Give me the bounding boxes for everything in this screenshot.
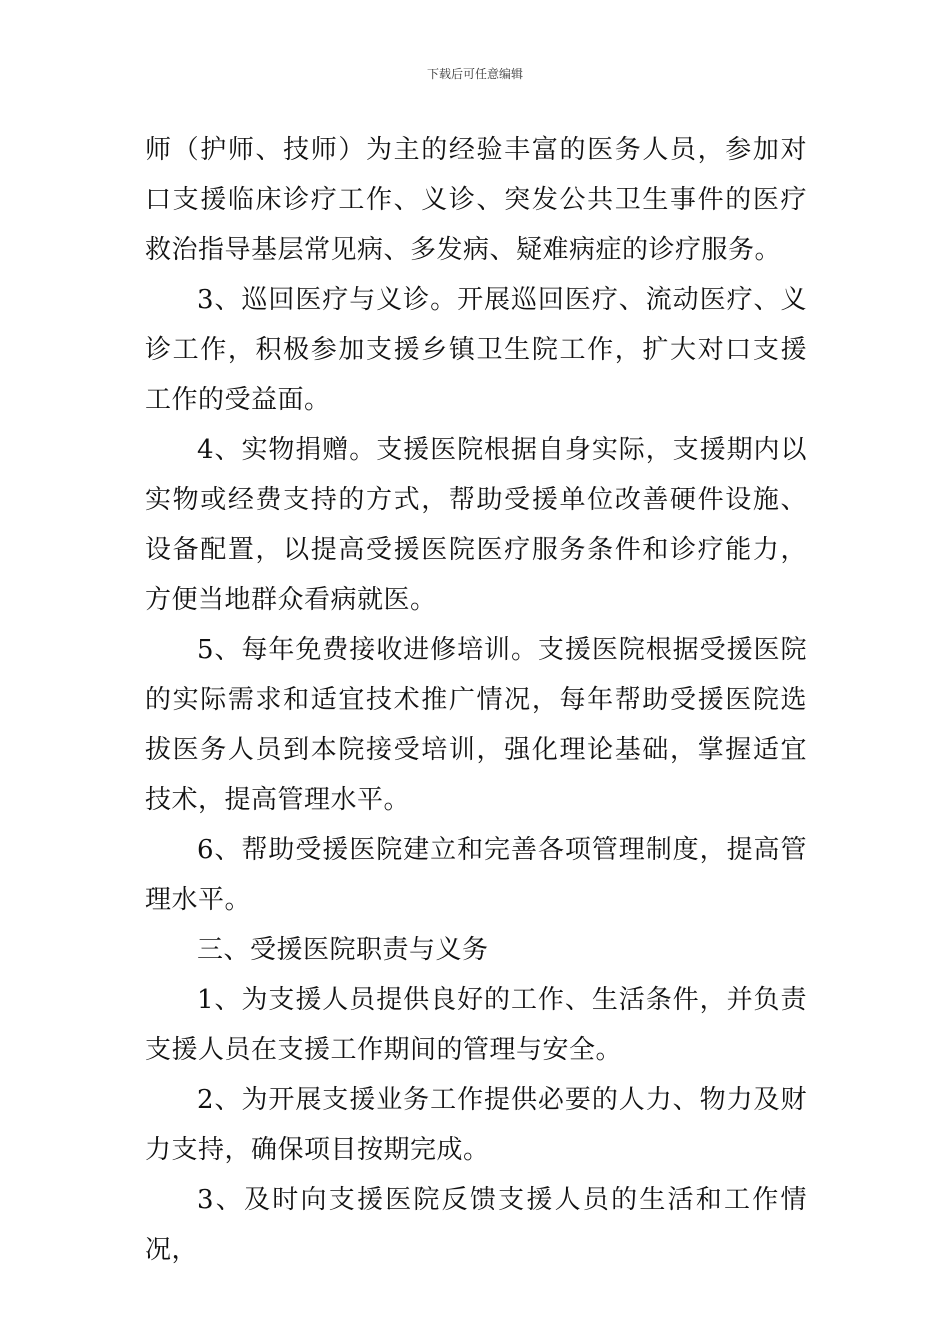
paragraph: 6、帮助受援医院建立和完善各项管理制度，提高管理水平。 [145, 835, 807, 915]
paragraph: 3、巡回医疗与义诊。开展巡回医疗、流动医疗、义诊工作，积极参加支援乡镇卫生院工作，扩大对口支援工作的受益面。 [145, 285, 807, 415]
paragraph: 3、及时向支援医院反馈支援人员的生活和工作情况， [145, 1185, 807, 1265]
paragraph: 1、为支援人员提供良好的工作、生活条件，并负责支援人员在支援工作期间的管理与安全。 [145, 985, 807, 1065]
paragraph: 4、实物捐赠。支援医院根据自身实际，支援期内以实物或经费支持的方式，帮助受援单位改善硬件设施、设备配置，以提高受援医院医疗服务条件和诊疗能力，方便当地群众看病就医。 [145, 435, 807, 615]
paragraph: 2、为开展支援业务工作提供必要的人力、物力及财力支持，确保项目按期完成。 [145, 1085, 807, 1165]
header-note: 下载后可任意编辑 [426, 67, 523, 81]
paragraph: 师（护师、技师）为主的经验丰富的医务人员，参加对口支援临床诊疗工作、义诊、突发公共卫生事件的医疗救治指导基层常见病、多发病、疑难病症的诊疗服务。 [145, 135, 807, 265]
document-body [145, 125, 807, 1275]
section-heading: 三、受援医院职责与义务 [197, 935, 489, 965]
paragraph: 5、每年免费接收进修培训。支援医院根据受援医院的实际需求和适宜技术推广情况，每年帮助受援医院选拔医务人员到本院接受培训，强化理论基础，掌握适宜技术，提高管理水平。 [145, 635, 807, 815]
